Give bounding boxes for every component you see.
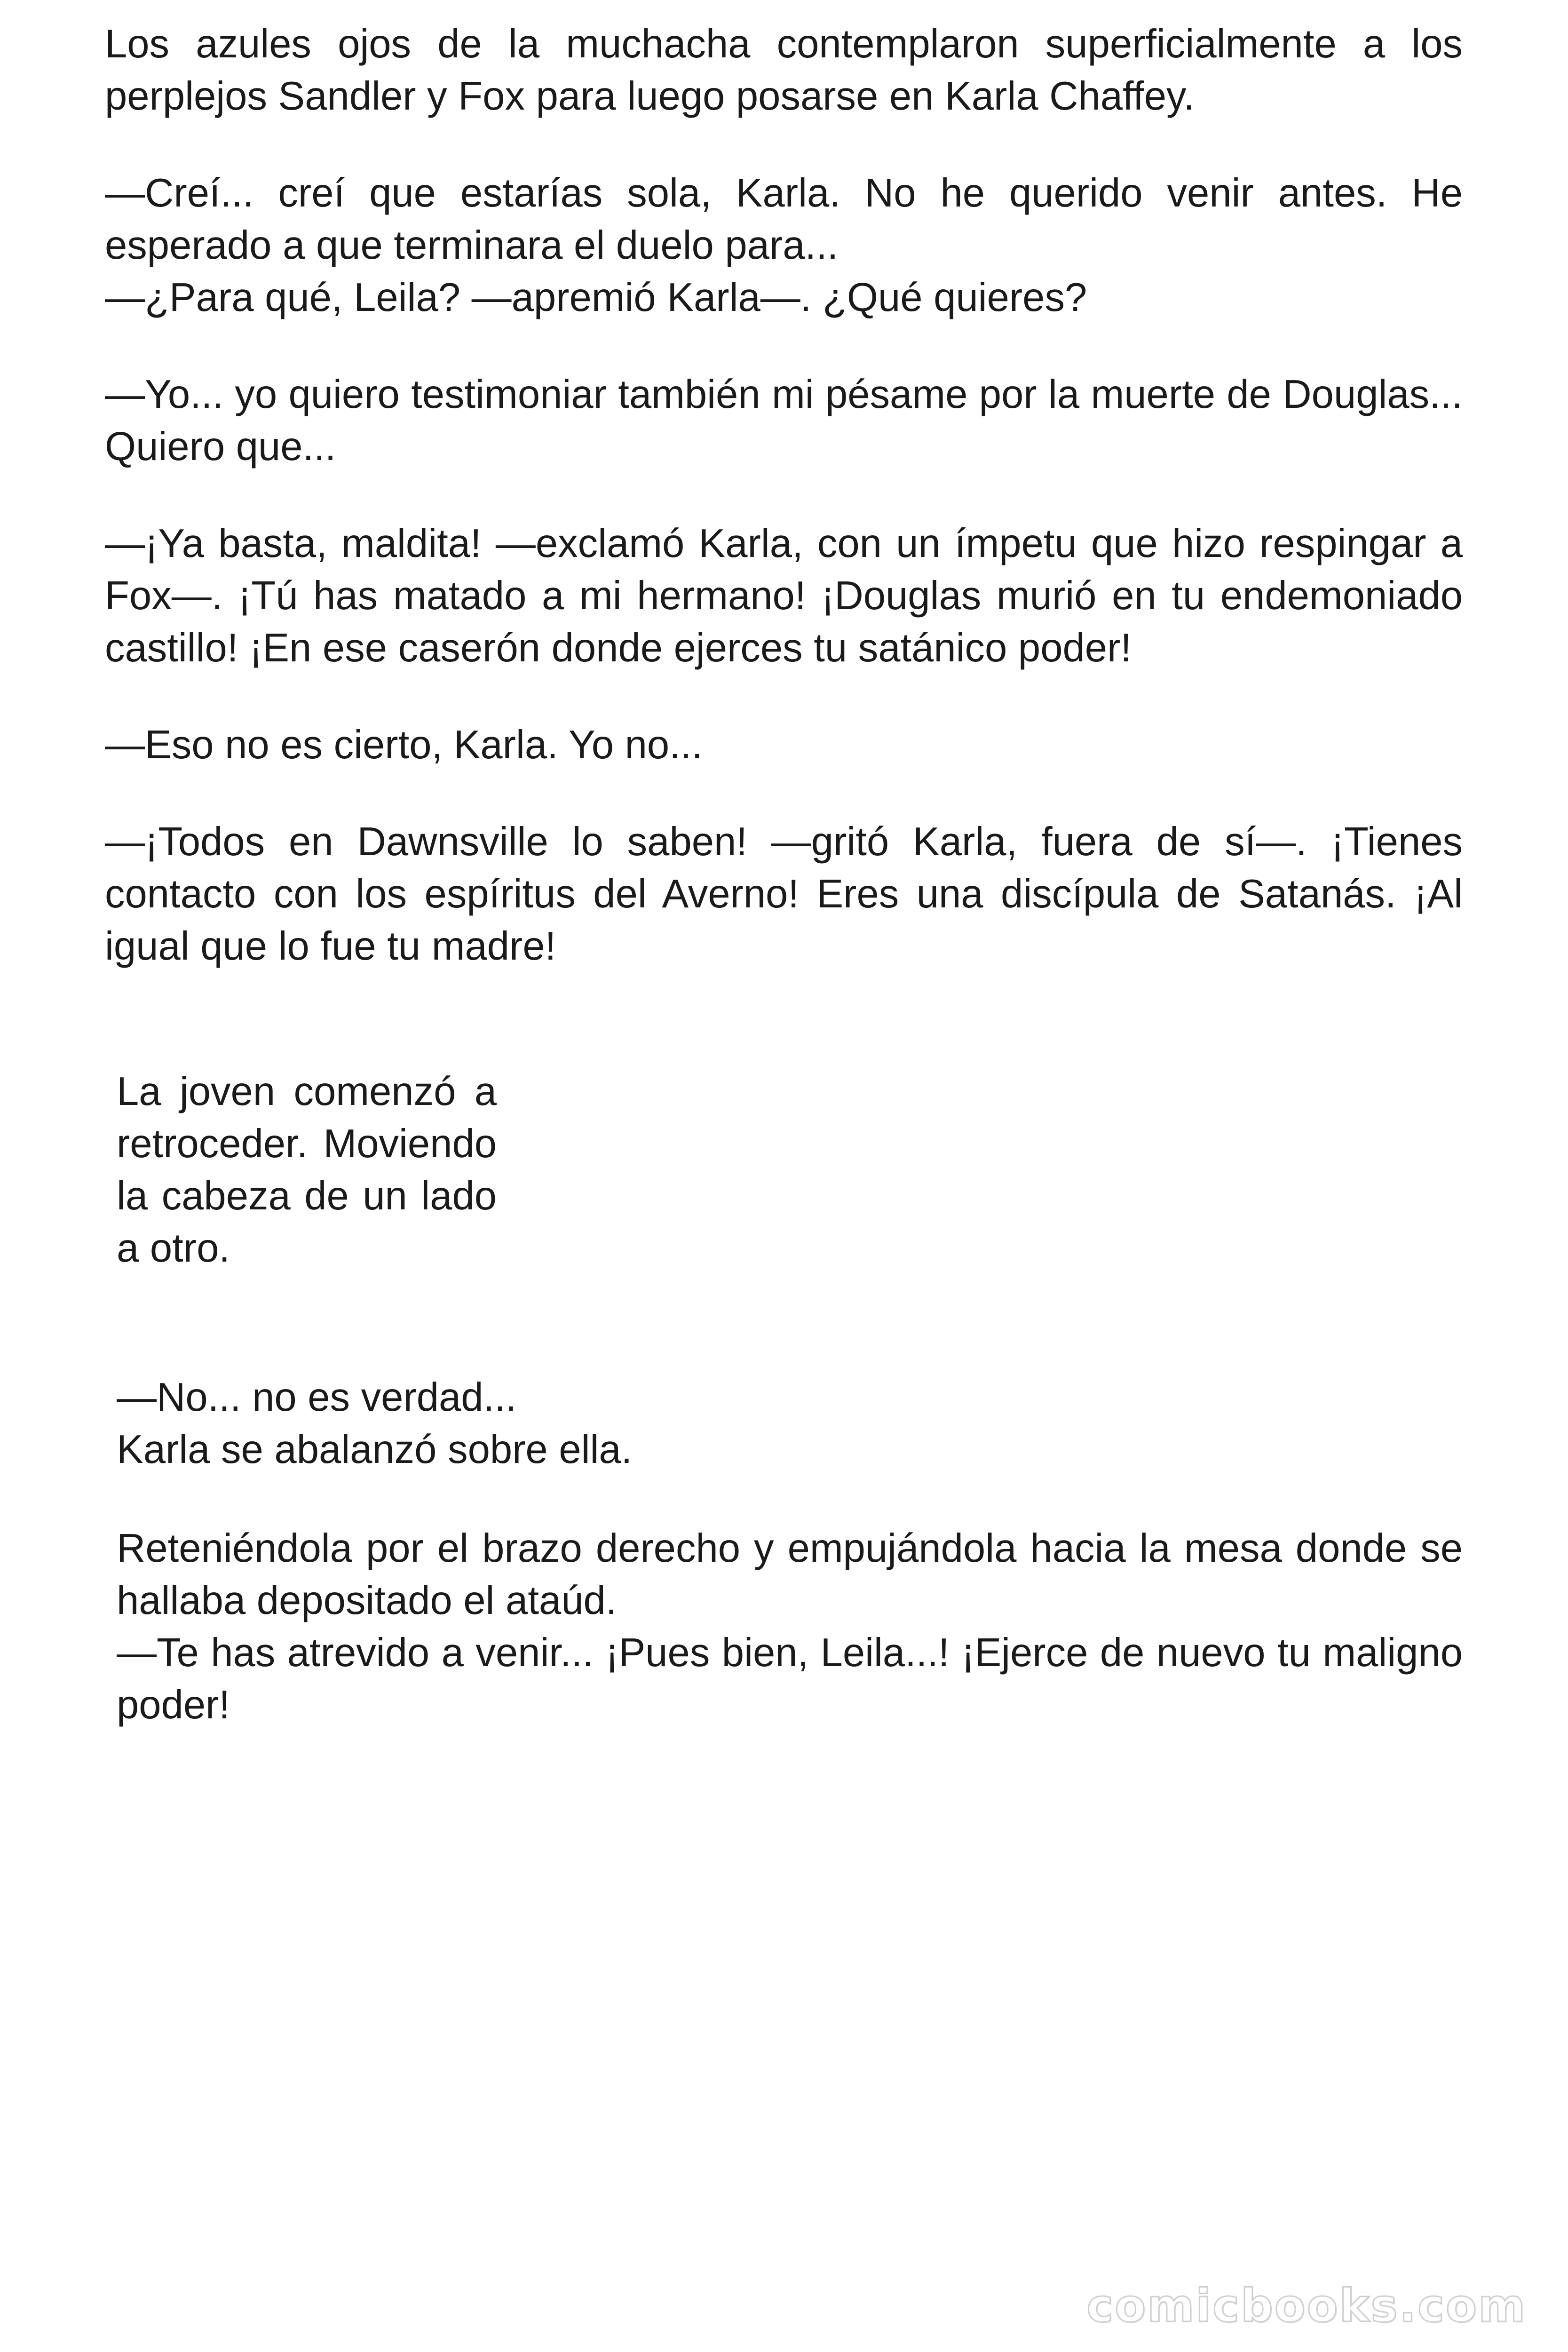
paragraph: —¿Para qué, Leila? —apremió Karla—. ¿Qué quieres? [105,275,1087,320]
main-text-block [105,18,1463,972]
paragraph: Karla se abalanzó sobre ella. [117,1427,633,1472]
paragraph: Reteniéndola por el brazo derecho y empujándola hacia la mesa donde se hallaba depositado el ataúd. [117,1526,1463,1623]
watermark-logo: comicbooks.com [1086,2280,1527,2332]
paragraph: —No... no es verdad... [117,1375,517,1420]
paragraph: —Creí... creí que estarías sola, Karla. No he querido venir antes. He esperado a que terminara el duelo para... [105,171,1463,268]
paragraph: —Eso no es cierto, Karla. Yo no... [105,723,703,767]
dialogue-block [117,1371,1463,1476]
paragraph: —Te has atrevido a venir... ¡Pues bien, Leila...! ¡Ejerce de nuevo tu maligno poder! [117,1630,1463,1727]
paragraph: —Yo... yo quiero testimoniar también mi pésame por la muerte de Douglas... Quiero que... [105,372,1463,469]
paragraph: La joven comenzó a retroceder. Moviendo la cabeza de un lado a otro. [117,1069,497,1271]
narrow-text-block [117,1065,497,1274]
closing-text-block [117,1522,1463,1731]
paragraph: —¡Ya basta, maldita! —exclamó Karla, con un ímpetu que hizo respingar a Fox—. ¡Tú has matado a mi hermano! ¡Douglas murió en tu endemoniado castillo! ¡En ese caserón donde ejerces tu satánico poder! [105,521,1463,670]
paragraph: —¡Todos en Dawnsville lo saben! —gritó Karla, fuera de sí—. ¡Tienes contacto con los espíritus del Averno! Eres una discípula de Satanás. ¡Al igual que lo fue tu madre! [105,819,1463,969]
paragraph: Los azules ojos de la muchacha contemplaron superficialmente a los perplejos Sandler y Fox para luego posarse en Karla Chaffey. [105,22,1463,119]
